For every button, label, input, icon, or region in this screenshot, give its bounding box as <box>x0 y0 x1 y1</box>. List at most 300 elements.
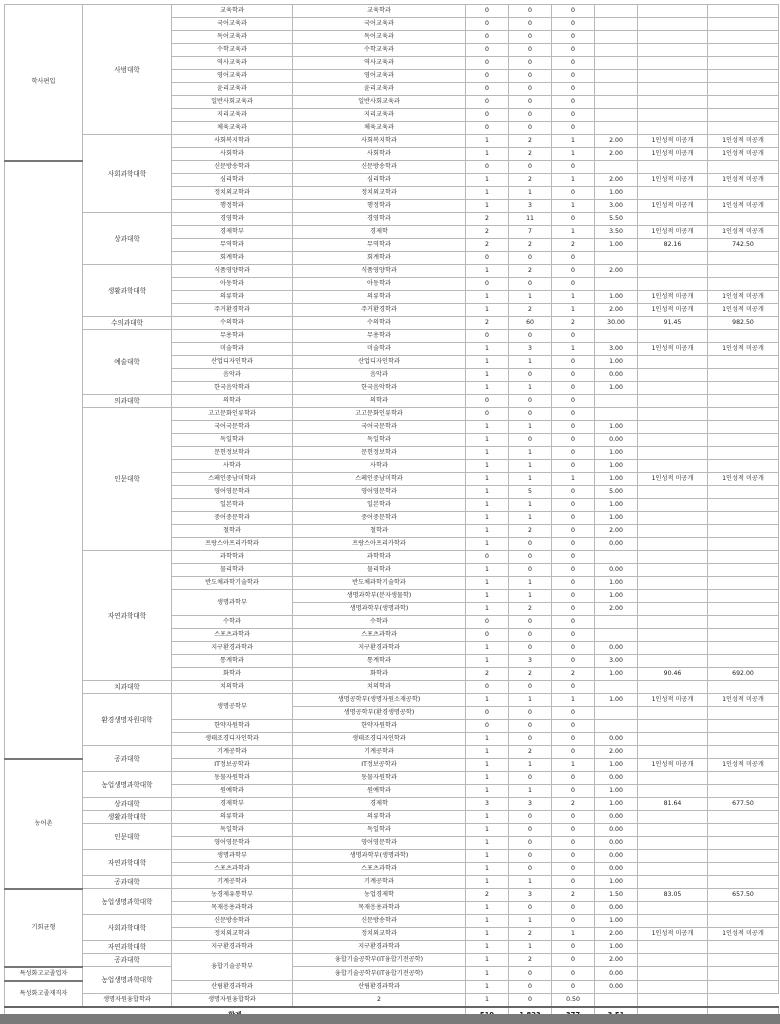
value-cell: 2 <box>293 994 466 1008</box>
department-cell: 경제학부 <box>172 226 293 239</box>
value-cell: 0 <box>509 994 552 1008</box>
value-cell: 0 <box>552 720 595 733</box>
department-cell: 영어영문학과 <box>172 837 293 850</box>
value-cell: 1 <box>509 915 552 928</box>
value-cell: 0 <box>509 850 552 863</box>
college-cell: 공과대학 <box>83 746 172 772</box>
value-cell: 0 <box>552 681 595 694</box>
department-cell: 아동학과 <box>172 278 293 291</box>
value-cell: 1 <box>466 499 509 512</box>
college-cell: 자연과학대학 <box>83 551 172 681</box>
department-cell: 정치외교학과 <box>172 187 293 200</box>
value-cell: 2 <box>466 213 509 226</box>
department-cell: 의학과 <box>172 395 293 408</box>
table-row <box>5 954 779 967</box>
value-cell: 0 <box>509 967 552 981</box>
table-row <box>5 824 779 837</box>
value-cell <box>708 863 779 876</box>
major-cell: 국어교육과 <box>293 18 466 31</box>
major-cell: 영어영문학과 <box>293 837 466 850</box>
value-cell: 7 <box>509 226 552 239</box>
value-cell <box>638 746 708 759</box>
major-cell: 경영학과 <box>293 213 466 226</box>
department-cell: 체육교육과 <box>172 122 293 135</box>
value-cell: 1인성적 미공개 <box>638 291 708 304</box>
value-cell <box>708 850 779 863</box>
value-cell <box>595 5 638 18</box>
department-cell: 기계공학과 <box>172 746 293 759</box>
value-cell: 1 <box>466 603 509 616</box>
department-cell: 의류학과 <box>172 291 293 304</box>
value-cell: 0 <box>552 83 595 96</box>
department-cell: 사학과 <box>172 460 293 473</box>
value-cell: 2 <box>509 668 552 681</box>
department-cell: 생명공학부 <box>172 694 293 720</box>
major-cell: 신문방송학과 <box>293 915 466 928</box>
value-cell: 0 <box>552 733 595 746</box>
value-cell: 0 <box>552 421 595 434</box>
value-cell <box>708 122 779 135</box>
value-cell <box>708 31 779 44</box>
value-cell: 1.00 <box>595 941 638 954</box>
value-cell: 0 <box>552 18 595 31</box>
value-cell <box>708 96 779 109</box>
value-cell: 2 <box>552 317 595 330</box>
value-cell: 1 <box>466 941 509 954</box>
table-row <box>5 967 779 981</box>
major-cell: 화학과 <box>293 668 466 681</box>
value-cell <box>638 434 708 447</box>
table-row <box>5 772 779 785</box>
value-cell: 0 <box>509 109 552 122</box>
value-cell: 0 <box>552 5 595 18</box>
department-cell: 음악과 <box>172 369 293 382</box>
department-cell: 문헌정보학과 <box>172 447 293 460</box>
value-cell: 0 <box>552 109 595 122</box>
major-cell: 기계공학과 <box>293 876 466 889</box>
value-cell <box>708 18 779 31</box>
major-cell: 생명과학부(분자생물학) <box>293 590 466 603</box>
college-cell: 사회과학대학 <box>83 135 172 213</box>
admission-type-cell: 농어촌 <box>5 759 83 889</box>
college-cell: 자연과학대학 <box>83 850 172 876</box>
value-cell: 0.00 <box>595 369 638 382</box>
value-cell <box>708 356 779 369</box>
value-cell <box>708 252 779 265</box>
value-cell: 0 <box>552 863 595 876</box>
department-cell: 생명과학부 <box>172 590 293 616</box>
major-cell: 독일학과 <box>293 434 466 447</box>
value-cell: 1 <box>466 304 509 317</box>
value-cell: 2 <box>509 174 552 187</box>
value-cell: 0 <box>466 31 509 44</box>
value-cell: 0 <box>552 616 595 629</box>
value-cell: 3 <box>466 798 509 811</box>
value-cell: 1 <box>509 876 552 889</box>
value-cell: 0 <box>509 278 552 291</box>
value-cell <box>638 785 708 798</box>
value-cell <box>708 733 779 746</box>
major-cell: 의류학과 <box>293 291 466 304</box>
bottom-scroll-bar[interactable] <box>0 1014 780 1024</box>
value-cell: 2 <box>466 889 509 902</box>
value-cell: 0 <box>509 70 552 83</box>
value-cell: 1.50 <box>595 889 638 902</box>
value-cell: 0 <box>509 824 552 837</box>
value-cell: 1 <box>509 577 552 590</box>
value-cell: 1.00 <box>595 239 638 252</box>
department-cell: 경제학부 <box>172 798 293 811</box>
value-cell: 0 <box>466 681 509 694</box>
value-cell: 1 <box>466 200 509 213</box>
admission-type-cell: 기회균형 <box>5 889 83 967</box>
department-cell: 산림환경과학과 <box>172 981 293 994</box>
value-cell: 982.50 <box>708 317 779 330</box>
value-cell: 1 <box>466 473 509 486</box>
value-cell: 1인성적 미공개 <box>708 473 779 486</box>
major-cell: 정치외교학과 <box>293 928 466 941</box>
value-cell: 2.00 <box>595 746 638 759</box>
value-cell <box>708 642 779 655</box>
value-cell <box>708 785 779 798</box>
value-cell <box>708 460 779 473</box>
value-cell: 1.00 <box>595 876 638 889</box>
department-cell: 지리교육과 <box>172 109 293 122</box>
major-cell: IT정보공학과 <box>293 759 466 772</box>
value-cell <box>595 122 638 135</box>
value-cell: 0 <box>466 720 509 733</box>
value-cell: 11 <box>509 213 552 226</box>
value-cell: 0 <box>552 824 595 837</box>
major-cell: 기계공학과 <box>293 746 466 759</box>
value-cell: 0 <box>466 122 509 135</box>
value-cell: 1 <box>466 590 509 603</box>
value-cell: 0.00 <box>595 772 638 785</box>
table-row <box>5 694 779 707</box>
value-cell: 0 <box>509 252 552 265</box>
value-cell <box>638 18 708 31</box>
table-row <box>5 941 779 954</box>
department-cell: 물리학과 <box>172 564 293 577</box>
department-cell: 프랑스아프리카학과 <box>172 538 293 551</box>
value-cell: 0 <box>466 83 509 96</box>
department-cell: 독어교육과 <box>172 31 293 44</box>
value-cell: 2 <box>552 889 595 902</box>
major-cell: 치의학과 <box>293 681 466 694</box>
value-cell <box>708 915 779 928</box>
department-cell: 기계공학과 <box>172 876 293 889</box>
value-cell <box>638 538 708 551</box>
department-cell: 통계학과 <box>172 655 293 668</box>
major-cell: 고고문화인류학과 <box>293 408 466 421</box>
value-cell <box>708 681 779 694</box>
value-cell <box>638 616 708 629</box>
value-cell: 0 <box>509 863 552 876</box>
value-cell: 1인성적 미공개 <box>708 135 779 148</box>
value-cell: 1 <box>509 694 552 707</box>
major-cell: 중어중문학과 <box>293 512 466 525</box>
value-cell: 0 <box>552 746 595 759</box>
value-cell <box>638 421 708 434</box>
department-cell: 원예학과 <box>172 785 293 798</box>
major-cell: 윤리교육과 <box>293 83 466 96</box>
major-cell: 의학과 <box>293 395 466 408</box>
value-cell: 0 <box>552 603 595 616</box>
value-cell <box>638 408 708 421</box>
value-cell: 0 <box>552 850 595 863</box>
department-cell: 식품영양학과 <box>172 265 293 278</box>
value-cell: 1 <box>509 512 552 525</box>
value-cell: 1.00 <box>595 473 638 486</box>
value-cell <box>708 525 779 538</box>
value-cell <box>595 44 638 57</box>
value-cell <box>595 720 638 733</box>
department-cell: 농경제유통학부 <box>172 889 293 902</box>
major-cell: 생명과학부(생명과학) <box>293 850 466 863</box>
value-cell: 0 <box>509 733 552 746</box>
value-cell: 0 <box>509 5 552 18</box>
value-cell <box>595 330 638 343</box>
value-cell: 0.00 <box>595 538 638 551</box>
value-cell: 0 <box>552 187 595 200</box>
value-cell: 0 <box>509 629 552 642</box>
college-cell: 인문대학 <box>83 824 172 850</box>
value-cell <box>708 902 779 915</box>
value-cell: 0.00 <box>595 902 638 915</box>
value-cell <box>638 252 708 265</box>
major-cell: 산림환경과학과 <box>293 981 466 994</box>
value-cell: 1인성적 미공개 <box>638 226 708 239</box>
value-cell <box>708 590 779 603</box>
table-row <box>5 408 779 421</box>
major-cell: 경제학 <box>293 226 466 239</box>
value-cell: 2 <box>509 239 552 252</box>
value-cell: 2 <box>509 928 552 941</box>
department-cell: 철학과 <box>172 525 293 538</box>
department-cell: 무역학과 <box>172 239 293 252</box>
value-cell: 1 <box>466 837 509 850</box>
value-cell <box>595 109 638 122</box>
value-cell <box>638 603 708 616</box>
value-cell: 2.00 <box>595 603 638 616</box>
value-cell: 1인성적 미공개 <box>708 148 779 161</box>
value-cell <box>708 941 779 954</box>
value-cell: 0 <box>552 369 595 382</box>
major-cell: 문헌정보학과 <box>293 447 466 460</box>
major-cell: 농업경제학 <box>293 889 466 902</box>
value-cell: 1 <box>466 772 509 785</box>
value-cell <box>708 408 779 421</box>
value-cell: 1 <box>466 577 509 590</box>
major-cell: 산업디자인학과 <box>293 356 466 369</box>
value-cell: 0 <box>466 551 509 564</box>
value-cell: 3.00 <box>595 655 638 668</box>
value-cell: 1 <box>552 304 595 317</box>
major-cell: 융합기술공학부(IT융합기전공학) <box>293 967 466 981</box>
value-cell: 1 <box>466 343 509 356</box>
value-cell <box>708 772 779 785</box>
value-cell: 1.00 <box>595 187 638 200</box>
value-cell <box>595 278 638 291</box>
value-cell: 0 <box>509 57 552 70</box>
department-cell: IT정보공학과 <box>172 759 293 772</box>
value-cell: 0 <box>509 408 552 421</box>
value-cell: 90.46 <box>638 668 708 681</box>
value-cell: 0 <box>552 915 595 928</box>
value-cell: 0 <box>552 967 595 981</box>
value-cell: 0 <box>552 785 595 798</box>
value-cell: 1 <box>552 343 595 356</box>
value-cell: 2 <box>466 226 509 239</box>
department-cell: 스포츠과학과 <box>172 629 293 642</box>
value-cell <box>595 31 638 44</box>
value-cell <box>595 252 638 265</box>
value-cell: 0 <box>509 538 552 551</box>
value-cell <box>638 837 708 850</box>
major-cell: 한약자원학과 <box>293 720 466 733</box>
value-cell: 1 <box>509 382 552 395</box>
value-cell <box>595 18 638 31</box>
value-cell: 0 <box>552 954 595 967</box>
value-cell <box>638 915 708 928</box>
value-cell: 1.00 <box>595 447 638 460</box>
department-cell: 국어국문학과 <box>172 421 293 434</box>
value-cell: 2 <box>509 525 552 538</box>
department-cell: 영어교육과 <box>172 70 293 83</box>
value-cell: 0 <box>509 616 552 629</box>
table-body <box>5 5 779 1023</box>
value-cell: 0 <box>509 981 552 994</box>
department-cell: 국어교육과 <box>172 18 293 31</box>
value-cell: 3.00 <box>595 343 638 356</box>
value-cell <box>638 57 708 70</box>
value-cell: 0 <box>509 122 552 135</box>
value-cell: 1 <box>466 811 509 824</box>
value-cell <box>708 44 779 57</box>
value-cell <box>595 616 638 629</box>
value-cell <box>708 538 779 551</box>
major-cell: 주거환경학과 <box>293 304 466 317</box>
value-cell: 1 <box>466 850 509 863</box>
value-cell: 0 <box>552 837 595 850</box>
value-cell <box>708 564 779 577</box>
value-cell: 1.00 <box>595 421 638 434</box>
value-cell: 2.00 <box>595 265 638 278</box>
value-cell: 2 <box>509 954 552 967</box>
value-cell <box>708 486 779 499</box>
value-cell: 1 <box>552 694 595 707</box>
value-cell: 1 <box>509 473 552 486</box>
major-cell: 무역학과 <box>293 239 466 252</box>
value-cell: 0 <box>509 551 552 564</box>
value-cell: 0 <box>552 499 595 512</box>
admission-type-cell: 특성화고교졸업자 <box>5 967 83 981</box>
value-cell: 1.00 <box>595 785 638 798</box>
major-cell: 지구환경과학과 <box>293 941 466 954</box>
value-cell: 1 <box>466 824 509 837</box>
value-cell: 1 <box>552 135 595 148</box>
value-cell: 0 <box>552 265 595 278</box>
value-cell: 1인성적 미공개 <box>638 148 708 161</box>
table-row <box>5 317 779 330</box>
value-cell: 1 <box>552 226 595 239</box>
value-cell <box>638 564 708 577</box>
value-cell: 3 <box>509 343 552 356</box>
value-cell: 1 <box>466 460 509 473</box>
value-cell: 3.50 <box>595 226 638 239</box>
value-cell: 0 <box>466 44 509 57</box>
value-cell: 0 <box>552 395 595 408</box>
value-cell <box>638 551 708 564</box>
table-row <box>5 395 779 408</box>
value-cell: 2 <box>509 746 552 759</box>
department-cell: 중어중문학과 <box>172 512 293 525</box>
value-cell: 82.16 <box>638 239 708 252</box>
value-cell: 1 <box>509 447 552 460</box>
value-cell: 0 <box>509 83 552 96</box>
major-cell: 독어교육과 <box>293 31 466 44</box>
department-cell: 행정학과 <box>172 200 293 213</box>
value-cell <box>638 681 708 694</box>
value-cell: 0 <box>509 720 552 733</box>
value-cell <box>708 954 779 967</box>
value-cell: 1 <box>552 759 595 772</box>
value-cell: 1 <box>466 902 509 915</box>
department-cell: 융합기술공학부 <box>172 954 293 981</box>
value-cell <box>708 434 779 447</box>
value-cell: 1.00 <box>595 291 638 304</box>
value-cell <box>638 187 708 200</box>
value-cell <box>708 824 779 837</box>
value-cell <box>638 70 708 83</box>
value-cell <box>708 70 779 83</box>
value-cell <box>638 967 708 981</box>
value-cell: 0 <box>466 616 509 629</box>
table-row <box>5 746 779 759</box>
value-cell <box>638 577 708 590</box>
value-cell: 1 <box>509 187 552 200</box>
value-cell <box>638 109 708 122</box>
value-cell: 692.00 <box>708 668 779 681</box>
value-cell: 0 <box>466 330 509 343</box>
value-cell: 1.00 <box>595 759 638 772</box>
major-cell: 체육교육과 <box>293 122 466 135</box>
table-row <box>5 551 779 564</box>
value-cell <box>708 278 779 291</box>
value-cell: 1 <box>552 928 595 941</box>
value-cell: 1 <box>509 759 552 772</box>
value-cell: 2 <box>552 239 595 252</box>
value-cell <box>638 642 708 655</box>
value-cell <box>638 994 708 1008</box>
value-cell <box>638 96 708 109</box>
value-cell: 0.00 <box>595 564 638 577</box>
value-cell: 1.00 <box>595 915 638 928</box>
value-cell: 0.00 <box>595 733 638 746</box>
major-cell: 무용학과 <box>293 330 466 343</box>
value-cell: 1 <box>466 994 509 1008</box>
value-cell: 0 <box>552 512 595 525</box>
major-cell: 심리학과 <box>293 174 466 187</box>
department-cell: 의류학과 <box>172 811 293 824</box>
value-cell: 2 <box>552 798 595 811</box>
major-cell: 수학교육과 <box>293 44 466 57</box>
value-cell: 1 <box>466 915 509 928</box>
department-cell: 역사교육과 <box>172 57 293 70</box>
table-row <box>5 5 779 18</box>
major-cell: 지구환경과학과 <box>293 642 466 655</box>
major-cell: 원예학과 <box>293 785 466 798</box>
